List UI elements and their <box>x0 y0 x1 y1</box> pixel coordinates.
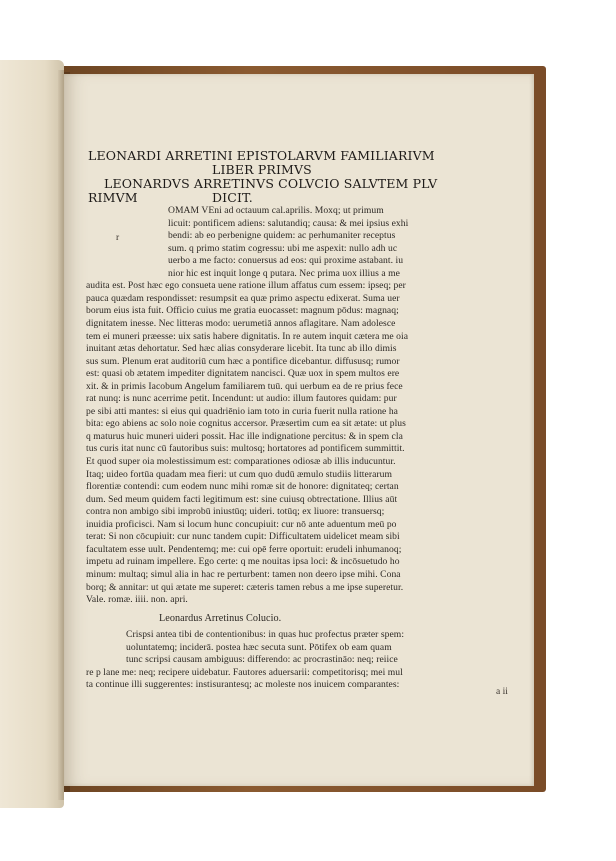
text-line: uoluntatemq; inciderā. postea hæc secuta sunt. Pōtifex ob eam quam <box>126 641 392 653</box>
text-line: sum. q primo statim cogressu: ubi me aspexit: nullo adh uc <box>168 242 398 254</box>
text-line: nior hic est inquit longe q putara. Nec prima uox illius a me <box>168 267 400 279</box>
text-line: est: quasi ob ætatem impediter dignitatem nancisci. Quæ uox in spem multos ere <box>86 368 400 380</box>
text-line: q maturus huic muneri uideri possit. Hac ille indignatione percitus: & in spem cla <box>86 430 403 442</box>
text-line: dignitatem inesse. Nec litteras modo: uerumetiā annos aflagitare. Nam adolesce <box>86 317 396 329</box>
text-line: Vale. romæ. iiii. non. apri. <box>86 594 188 606</box>
text-line: bita: ego abiens ac solo noie cognitus accersor. Præsertim cum ea sit ætate: ut plus <box>86 418 406 430</box>
text-line: inuidia proficisci. Nam si locum hunc concupiuit: cur nō ante aduentum meū po <box>86 518 397 530</box>
text-line: minum: multaq; simul alia in hac re perturbent: tamen non deero ipse mihi. Cona <box>86 568 401 580</box>
text-line: pe sibi atti mantes: si eius qui quadriēnio iam toto in curia fuerit nulla ratione ha <box>86 405 398 417</box>
text-line: tus curis itat nunc cū fautoribus suis: multosq; hortatores ad pontificem summittit. <box>86 443 405 455</box>
text-line: licuit: pontificem adiens: salutandiq; causa: & mei ipsius exhi <box>168 217 409 229</box>
text-line: dum. Sed meum quidem facti legitimum est: sine cuiusq obtrectatione. Illius aūt <box>86 493 398 505</box>
text-line: tem ei muneri præesse: uix satis habere dignitatis. In re autem inquit cætera me oia <box>86 330 409 342</box>
heading-line-2: LIBER PRIMVS <box>212 162 312 177</box>
text-line: OMAM VEni ad octauum cal.aprilis. Moxq; ut primum <box>168 205 384 216</box>
text-line: Itaq; uideo fortūa quadam mea fieri: ut cum quo dudū æmulo studiis litterarum <box>86 468 392 480</box>
text-line: rat nunq: is nunc acerrime petit. Incendunt: ut audio: illum fautores quidam: pur <box>86 393 397 405</box>
text-line: uerbo a me facto: conuersus ad eos: qui proxime astabant. iu <box>168 255 404 267</box>
text-line: terat: Si non cōcupiuit: cur nunc tandem cupit: Difficultatem uidelicet meam sibi <box>86 531 400 543</box>
signature-mark: a ii <box>496 687 508 697</box>
text-line: borum eius ista fuit. Officio cuius me gratia euocasset: magnum pōdus: magnaq; <box>86 305 399 317</box>
heading-line-3: LEONARDVS ARRETINVS COLVCIO SALVTEM PLV <box>104 176 438 191</box>
letter-two-heading: Leonardus Arretinus Colucio. <box>159 613 282 624</box>
text-line: re p lane me: neq; recipere uidebatur. Fautores aduersarii: competitorisq; mei mul <box>86 666 403 678</box>
text-line: bendi: ab eo perbenigne quidem: ac perhumaniter receptus <box>168 230 396 242</box>
text-line: florentiæ contendi: cum eodem nunc mihi romæ sit de honore: dignitateq; certan <box>86 481 399 493</box>
text-line: Crispsi antea tibi de contentionibus: in quas huc profectus præter spem: <box>126 629 405 640</box>
text-line: ta continue illi suggerentes: instisurantesq; ac moleste nos inuicem comparantes: <box>86 679 400 691</box>
text-line: inuitant ætas dehortatur. Sed hæc alias consyderare licebit. Ita tunc ab illo dimis <box>86 343 397 355</box>
text-line: borq; & annitar: ut qui ætate me superet: cæteris tamen rebus a me ipse superetur. <box>86 581 404 593</box>
heading-line-1: LEONARDI ARRETINI EPISTOLARVM FAMILIARIVM <box>88 148 435 163</box>
heading-line-4: RIMVM <box>88 190 138 205</box>
text-line: pauca quædam respondisset: resumpsit ea quæ primo aspectu edixerat. Suma uer <box>86 292 400 304</box>
text-line: audita est. Post hæc ego consueta uene ratione illum affatus cum essem: ipseq; per <box>86 280 406 292</box>
text-line: contra non ambigo sibi improbū iniustūq; uideri. totūq; ex liuore: transuersq; <box>86 506 385 518</box>
left-flyleaf-page <box>0 60 64 808</box>
text-line: sus sum. Plenum erat auditoriū cum hæc a pontifice dicebantur. diffususq; rumor <box>86 355 400 367</box>
heading-line-4b: DICIT. <box>212 190 253 205</box>
text-line: tunc scripsi causam ambiguus: differendo: ac procrastināo: neq; reiice <box>126 654 398 666</box>
printed-page <box>64 74 534 786</box>
text-line: impetu ad ruinam impellere. Ego certe: q me nouitas ipsa loci: & incōsuetudo ho <box>86 556 400 568</box>
text-line: facultatem esse uult. Pendentemq; me: cui opē ferre oportuit: erudeli inhumanoq; <box>86 543 402 555</box>
text-line: xit. & in primis Iacobum Angelum familiarem tuū. qui uerbum ea de re prius fece <box>86 380 403 392</box>
margin-mark: r <box>116 233 120 243</box>
text-line: Et quod super oia molestissimum est: comparationes odiosæ ab illis inducuntur. <box>86 456 396 467</box>
